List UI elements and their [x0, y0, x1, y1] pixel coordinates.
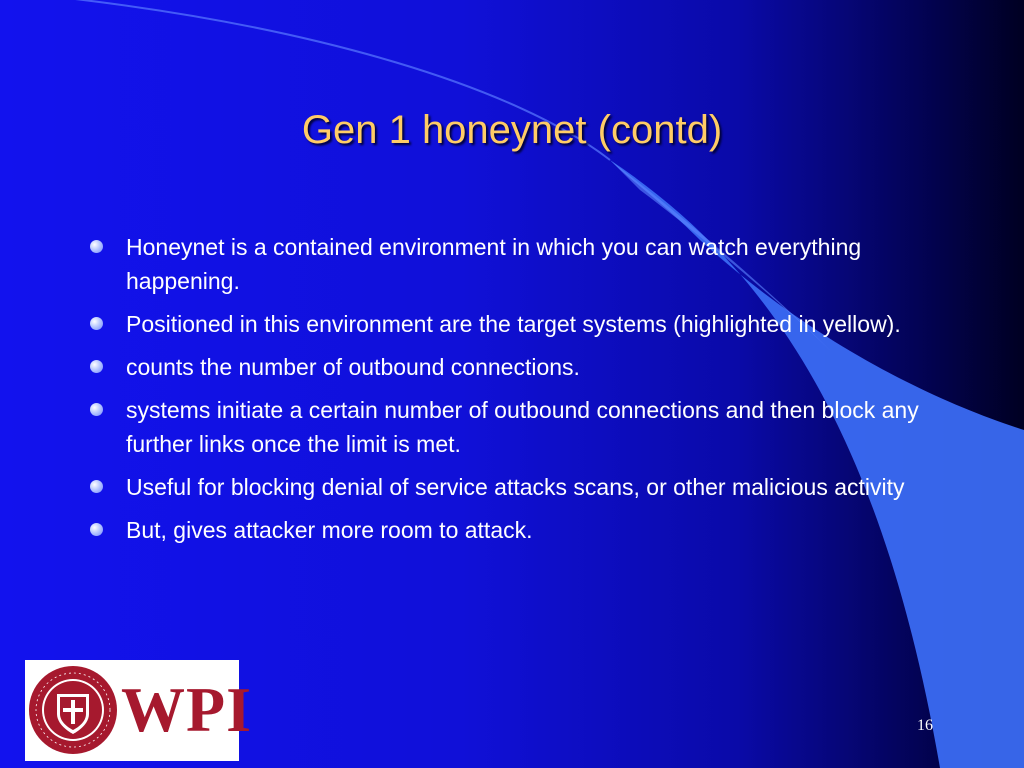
bullet-dot-icon: [90, 480, 103, 493]
bullet-item: [86, 350, 936, 384]
slide-title: Gen 1 honeynet (contd): [301, 108, 723, 152]
bullet-item: [86, 393, 936, 461]
bullet-item: [86, 307, 936, 341]
bullet-text: systems initiate a certain number of outbound connections and then block any further links once the limit is met.: [126, 397, 919, 457]
bullet-list: [86, 230, 936, 556]
bullet-dot-icon: [90, 240, 103, 253]
wpi-logo: [25, 660, 252, 761]
bullet-text: Positioned in this environment are the target systems (highlighted in yellow).: [126, 311, 901, 337]
bullet-text: Honeynet is a contained environment in which you can watch everything happening.: [126, 234, 862, 294]
bullet-text: Useful for blocking denial of service attacks scans, or other malicious activity: [126, 474, 905, 500]
bullet-text: counts the number of outbound connections.: [126, 354, 580, 380]
bullet-dot-icon: [90, 403, 103, 416]
bullet-item: [86, 230, 936, 298]
bullet-dot-icon: [90, 360, 103, 373]
bullet-text: But, gives attacker more room to attack.: [126, 517, 533, 543]
bullet-dot-icon: [90, 523, 103, 536]
bullet-dot-icon: [90, 317, 103, 330]
bullet-item: [86, 513, 936, 547]
page-number: 16: [917, 717, 933, 734]
bullet-item: [86, 470, 936, 504]
wpi-logo-text: WPI: [121, 674, 252, 745]
wpi-seal-icon: [27, 664, 119, 756]
